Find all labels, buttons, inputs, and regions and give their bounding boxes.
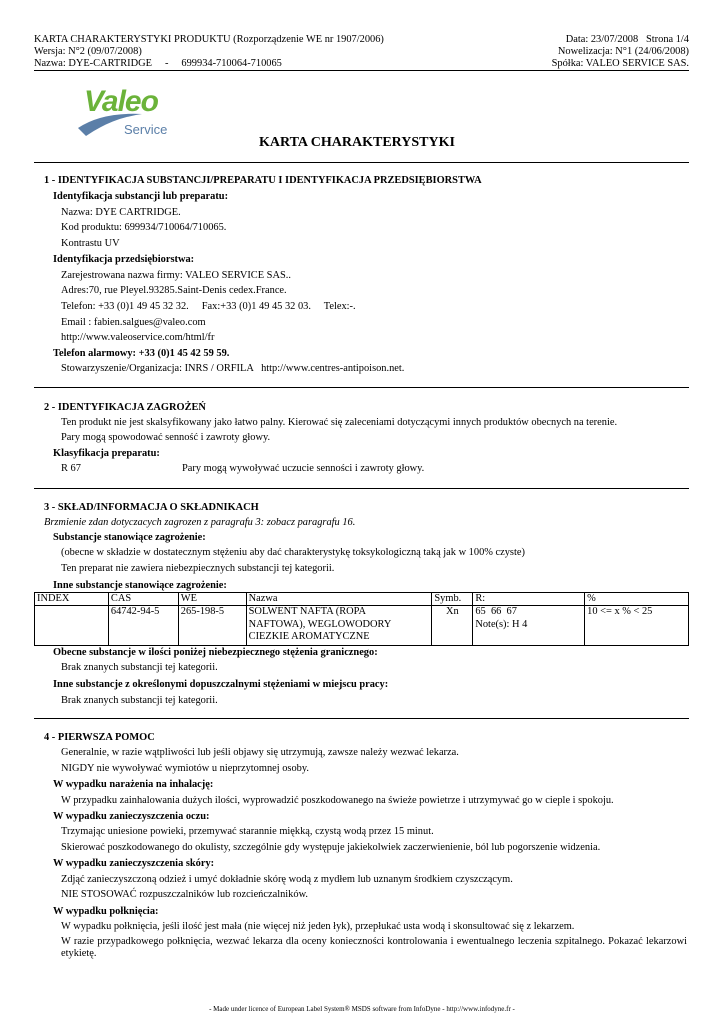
product-description: Kontrastu UV bbox=[61, 238, 120, 249]
poison-center: Stowarzyszenie/Organizacja: INRS / ORFILA http://www.centres-antipoison.net. bbox=[61, 363, 405, 374]
first-aid-subheading-skin: W wypadku zanieczyszczenia skóry: bbox=[53, 858, 215, 869]
section-3-subheading-other: Inne substancje stanowiące zagrożenie: bbox=[53, 580, 227, 591]
first-aid-text-3: W przypadku zainhalowania dużych ilości, wyprowadzić poszkodowanego na świeże powietrze i utrzymywać go w cieple i spokoju. bbox=[61, 795, 614, 806]
section-3-subheading-hazardous: Substancje stanowiące zagrożenie: bbox=[53, 532, 206, 543]
logo-sub-text: Service bbox=[124, 122, 168, 137]
first-aid-text-2: NIGDY nie wywoływać wymiotów u nieprzytomnej osoby. bbox=[61, 763, 309, 774]
cell-symbol: Xn bbox=[432, 606, 473, 646]
document-header bbox=[34, 34, 689, 74]
cell-name-line: SOLWENT NAFTA (ROPA bbox=[248, 606, 366, 618]
emergency-phone: Telefon alarmowy: +33 (0)1 45 42 59 59. bbox=[53, 348, 230, 359]
header-revision: Nowelizacja: N°1 (24/06/2008) bbox=[557, 46, 689, 57]
section-3-note: Brzmienie zdan dotyczacych zagrozen z paragrafu 3: zobacz paragrafu 16. bbox=[44, 517, 356, 528]
section-2-subheading: Klasyfikacja preparatu: bbox=[53, 448, 160, 459]
cell-index bbox=[35, 606, 109, 646]
hazard-text-1: Ten produkt nie jest skalsyfikowany jako łatwo palny. Kierować się zaleceniami dotyczącymi innych produktów obecnych na terenie. bbox=[61, 417, 618, 428]
risk-code: R 67 bbox=[61, 463, 81, 474]
company-website: http://www.valeoservice.com/html/fr bbox=[61, 332, 215, 343]
section-3-text-2: Ten preparat nie zawiera niebezpiecznych substancji tej kategorii. bbox=[61, 563, 335, 574]
section-divider bbox=[34, 387, 689, 388]
section-1-subheading-company: Identyfikacja przedsiębiorstwa: bbox=[53, 254, 195, 265]
cell-r-codes: 65 66 67 bbox=[475, 606, 517, 618]
company-address: Adres:70, rue Pleyel.93285.Saint-Denis cedex.France. bbox=[61, 285, 287, 296]
table-header-row bbox=[35, 593, 689, 606]
first-aid-text-8: W wypadku połknięcia, jeśli ilość jest mała (nie więcej niż jeden łyk), przepłukać usta wodą i skonsultować się z lekarzem. bbox=[61, 921, 575, 932]
first-aid-text-9: W razie przypadkowego połknięcia, wezwać lekarza dla oceny konieczności kontrolowania i ewentualnego leczenia szpitalnego. Pokazać lekarzowi etykietę. bbox=[61, 936, 687, 960]
cell-we: 265-198-5 bbox=[178, 606, 246, 646]
table-header-cell: Symb. bbox=[432, 593, 473, 606]
risk-text: Pary mogą wywoływać uczucie senności i zawroty głowy. bbox=[182, 463, 425, 474]
header-divider bbox=[34, 70, 689, 71]
cell-name bbox=[246, 606, 432, 646]
cell-r-phrases bbox=[473, 606, 585, 646]
table-header-cell: Nazwa bbox=[246, 593, 432, 606]
first-aid-subheading-eyes: W wypadku zanieczyszczenia oczu: bbox=[53, 811, 210, 822]
page-title: KARTA CHARAKTERYSTYKI bbox=[259, 135, 455, 150]
cell-percent: 10 <= x % < 25 bbox=[585, 606, 689, 646]
first-aid-text-7: NIE STOSOWAĆ rozpuszczalników lub rozcieńczalników. bbox=[61, 889, 308, 900]
first-aid-text-4: Trzymając uniesione powieki, przemywać starannie miękką, czystą wodą przez 15 minut. bbox=[61, 826, 434, 837]
section-divider bbox=[34, 162, 689, 163]
section-2-heading: 2 - IDENTYFIKACJA ZAGROŻEŃ bbox=[44, 402, 206, 413]
first-aid-text-1: Generalnie, w razie wątpliwości lub jeśli objawy się utrzymują, zawsze należy wezwać lekarza. bbox=[61, 747, 459, 758]
header-title: KARTA CHARAKTERYSTYKI PRODUKTU (Rozporządzenie WE nr 1907/2006) bbox=[34, 34, 384, 45]
section-divider bbox=[34, 718, 689, 719]
section-4-heading: 4 - PIERWSZA POMOC bbox=[44, 732, 155, 743]
table-row bbox=[35, 606, 689, 646]
valeo-service-logo bbox=[72, 84, 192, 144]
table-header-cell: CAS bbox=[108, 593, 178, 606]
section-3-heading: 3 - SKŁAD/INFORMACJA O SKŁADNIKACH bbox=[44, 502, 259, 513]
table-header-cell: R: bbox=[473, 593, 585, 606]
substances-table bbox=[34, 592, 689, 646]
section-3-text-4: Brak znanych substancji tej kategorii. bbox=[61, 695, 218, 706]
company-email: Email : fabien.salgues@valeo.com bbox=[61, 317, 206, 328]
page-footer: - Made under licence of European Label System® MSDS software from InfoDyne - http://www.infodyne.fr - bbox=[209, 1005, 515, 1013]
hazard-text-2: Pary mogą spowodować senność i zawroty głowy. bbox=[61, 432, 271, 443]
company-phone: Telefon: +33 (0)1 49 45 32 32. Fax:+33 (0)1 49 45 32 03. Telex:-. bbox=[61, 301, 356, 312]
section-1-subheading-substance: Identyfikacja substancji lub preparatu: bbox=[53, 191, 229, 202]
first-aid-subheading-inhalation: W wypadku narażenia na inhalację: bbox=[53, 779, 214, 790]
table-header-cell: % bbox=[585, 593, 689, 606]
cell-name-line: NAFTOWA), WEGLOWODORY bbox=[248, 618, 392, 630]
first-aid-text-6: Zdjąć zanieczyszczoną odzież i umyć dokładnie skórę wodą z mydłem lub uznanym środkiem czyszczącym. bbox=[61, 874, 513, 885]
cell-name-line: CIEZKIE AROMATYCZNE bbox=[248, 630, 370, 642]
cell-r-note: Note(s): H 4 bbox=[475, 618, 528, 630]
cell-cas: 64742-94-5 bbox=[108, 606, 178, 646]
company-name: Zarejestrowana nazwa firmy: VALEO SERVICE SAS.. bbox=[61, 270, 291, 281]
section-3-text-3: Brak znanych substancji tej kategorii. bbox=[61, 662, 218, 673]
first-aid-text-5: Skierować poszkodowanego do okulisty, szczególnie gdy występuje jakiekolwiek zaczerwienienie, ból lub pogorszenie widzenia. bbox=[61, 842, 601, 853]
table-header-cell: INDEX bbox=[35, 593, 109, 606]
header-product-name: Nazwa: DYE-CARTRIDGE - 699934-710064-710065 bbox=[34, 58, 282, 69]
table-header-cell: WE bbox=[178, 593, 246, 606]
product-code: Kod produktu: 699934/710064/710065. bbox=[61, 222, 227, 233]
section-3-subheading-workplace: Inne substancje z określonymi dopuszczalnymi stężeniami w miejscu pracy: bbox=[53, 679, 389, 690]
product-name: Nazwa: DYE CARTRIDGE. bbox=[61, 207, 181, 218]
first-aid-subheading-ingestion: W wypadku połknięcia: bbox=[53, 906, 159, 917]
header-date-page: Data: 23/07/2008 Strona 1/4 bbox=[565, 34, 689, 45]
section-3-subheading-below-limit: Obecne substancje w ilości poniżej niebezpiecznego stężenia granicznego: bbox=[53, 647, 378, 658]
section-divider bbox=[34, 488, 689, 489]
header-version: Wersja: N°2 (09/07/2008) bbox=[34, 46, 142, 57]
section-1-heading: 1 - IDENTYFIKACJA SUBSTANCJI/PREPARATU I IDENTYFIKACJA PRZEDSIĘBIORSTWA bbox=[44, 175, 482, 186]
logo-brand-text: Valeo bbox=[84, 85, 158, 118]
header-company: Spółka: VALEO SERVICE SAS. bbox=[551, 58, 689, 69]
section-3-text-1: (obecne w składzie w dostatecznym stężeniu aby dać charakterystykę toksykologiczną taką jak w 100% czyste) bbox=[61, 547, 525, 558]
